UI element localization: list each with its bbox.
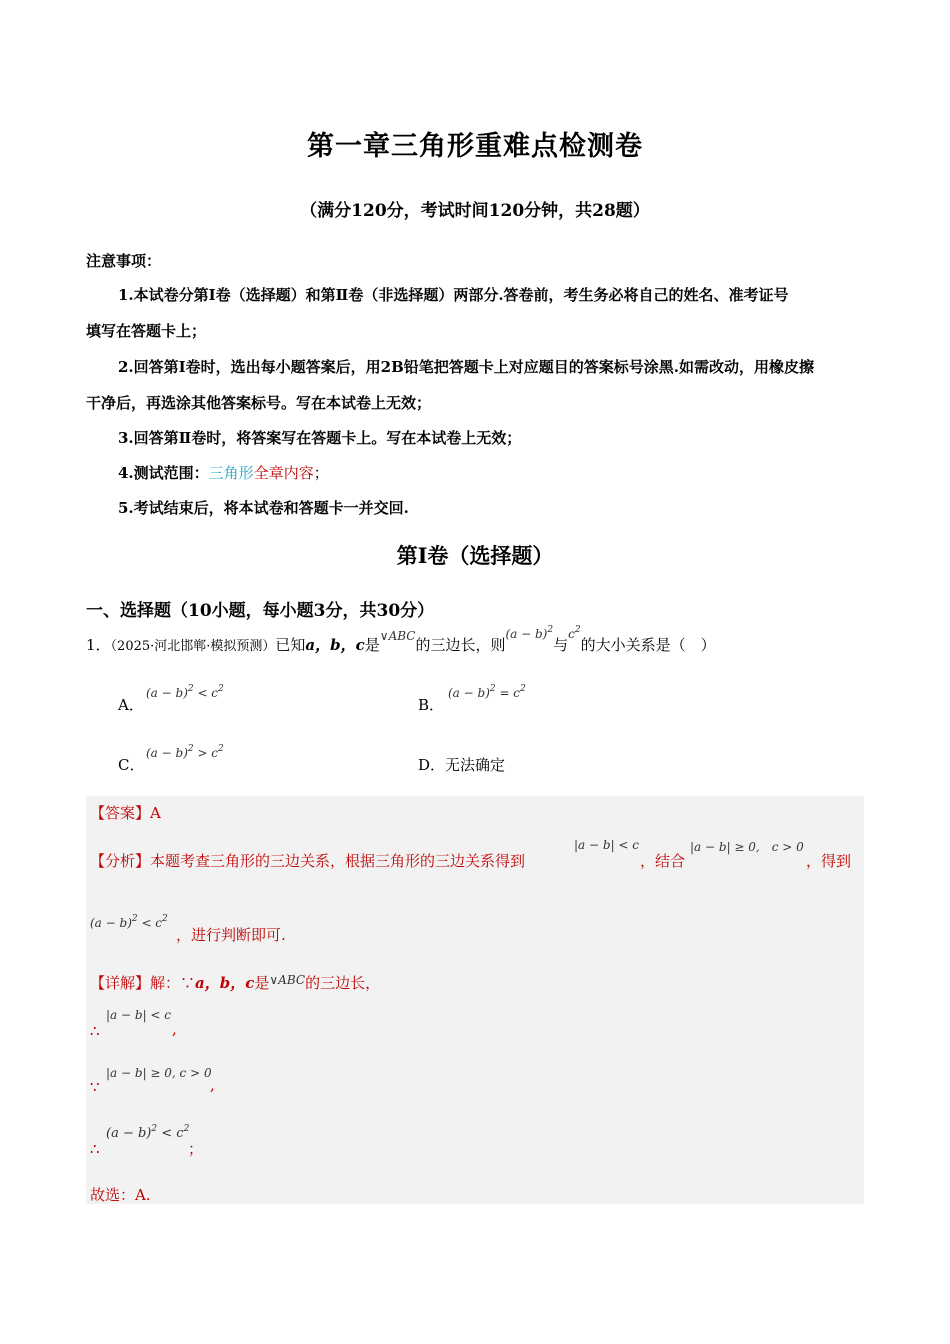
analysis-expr-2: |a − b| ≥ 0, c > 0 [690,840,804,854]
analysis-line-1 [90,850,525,871]
note-1-line-1: 1.本试卷分第Ⅰ卷（选择题）和第Ⅱ卷（非选择题）两部分.答卷前，考生务必将自己的姓名、准考证号 [118,286,789,304]
note-2-line-1: 2.回答第Ⅰ卷时，选出每小题答案后，用2B铅笔把答题卡上对应题目的答案标号涂黑.如需改动，用橡皮擦 [118,358,815,376]
question-triangle: ∨ABC [379,629,416,643]
detail-vars: a，b，c [195,974,255,992]
answer-value: A [150,804,161,822]
question-exp-c: 2 [574,625,581,635]
analysis-expr-3-right: < c [137,916,163,930]
note-4-prefix: 4.测试范围： [118,464,209,482]
option-c-exp2: 2 [218,744,224,754]
step-3-exp2: 2 [183,1124,190,1134]
answer-line [90,802,161,823]
part-heading: 一、选择题（10小题，每小题3分，共30分） [86,601,435,621]
question-text-c: 的三边长，则 [415,636,506,654]
question-1 [86,625,716,655]
option-c-right: > c [193,746,219,760]
analysis-text: 本题考查三角形的三边关系，根据三角形的三边关系得到 [150,852,526,870]
option-b-expr [448,684,526,700]
note-4-range-a: 三角形 [208,464,254,482]
note-1-line-2: 填写在答题卡上； [86,322,207,340]
analysis-mid: ，结合 [640,852,686,870]
analysis-tail: ，进行判断即可. [176,926,286,944]
option-b-right: = c [495,686,521,700]
option-a-right: < c [193,686,219,700]
section-title: 第I卷（选择题） [396,543,554,568]
detail-text-a: 解：∵ [150,974,196,992]
step-2-expr: |a − b| ≥ 0, c > 0 [106,1066,212,1080]
detail-text-b: 是 [254,974,270,992]
analysis-end: ，得到 [806,852,852,870]
step-3-symbol: ∴ [90,1140,100,1158]
answer-label: 【答案】 [90,804,151,822]
question-expr-c: c [568,627,575,641]
step-2-end: , [210,1076,215,1094]
notes-heading: 注意事项： [86,252,162,270]
option-d-text: 无法确定 [445,756,506,774]
note-4 [118,462,329,483]
document-subtitle: （满分120分，考试时间120分钟，共28题） [300,201,650,221]
question-text-d: 与 [553,636,569,654]
analysis-expr-3-exp1: 2 [131,914,138,924]
step-1-end: , [172,1020,177,1038]
question-number: 1． [86,636,111,654]
note-4-range-b: 全章内容 [253,464,314,482]
question-text-a: 已知 [275,636,306,654]
option-b-exp2: 2 [520,684,526,694]
question-expr-ab: (a − b) [505,627,548,641]
step-3-exp1: 2 [151,1124,158,1134]
analysis-expr-1: |a − b| < c [574,838,640,852]
question-text-b: 是 [364,636,380,654]
option-b-label[interactable]: B． [418,696,445,714]
question-source: （2025·河北邯郸·模拟预测） [110,639,276,654]
option-b-left: (a − b) [448,686,490,700]
step-3-left: (a − b) [106,1126,152,1141]
option-b-exp1: 2 [489,684,496,694]
detail-triangle: ∨ABC [269,973,306,987]
question-exp-ab: 2 [547,625,554,635]
note-2-line-2: 干净后，再选涂其他答案标号。写在本试卷上无效； [86,394,432,412]
analysis-expr-3-exp2: 2 [162,914,168,924]
step-2-symbol: ∵ [90,1078,100,1096]
analysis-expr-3 [90,914,168,930]
option-a-exp2: 2 [218,684,224,694]
step-3-end: ； [188,1140,204,1158]
option-d-label: D． [418,756,446,774]
detail-text-c: 的三边长， [305,974,381,992]
option-c-expr [146,744,224,760]
option-a-left: (a − b) [146,686,188,700]
note-5: 5.考试结束后，将本试卷和答题卡一并交回. [118,499,409,517]
option-a-label[interactable]: A． [118,696,144,714]
option-c-exp1: 2 [187,744,194,754]
step-1-symbol: ∴ [90,1022,100,1040]
option-c-label[interactable]: C． [118,756,145,774]
option-a-exp1: 2 [187,684,194,694]
option-c-left: (a − b) [146,746,188,760]
note-3: 3.回答第Ⅱ卷时，将答案写在答题卡上。写在本试卷上无效； [118,429,522,447]
document-title: 第一章三角形重难点检测卷 [307,131,643,162]
detail-line [90,972,380,993]
step-3-expr [106,1124,189,1141]
note-4-suffix: ； [313,464,329,482]
question-vars: a，b，c [305,636,365,654]
option-a-expr [146,684,224,700]
question-text-e: 的大小关系是（ ） [580,636,716,654]
analysis-expr-3-left: (a − b) [90,916,132,930]
analysis-label: 【分析】 [90,852,151,870]
detail-label: 【详解】 [90,974,151,992]
step-1-expr: |a − b| < c [106,1008,172,1022]
final-answer: 故选：A. [90,1186,151,1204]
step-3-right: < c [157,1126,184,1141]
option-d[interactable] [418,754,505,775]
